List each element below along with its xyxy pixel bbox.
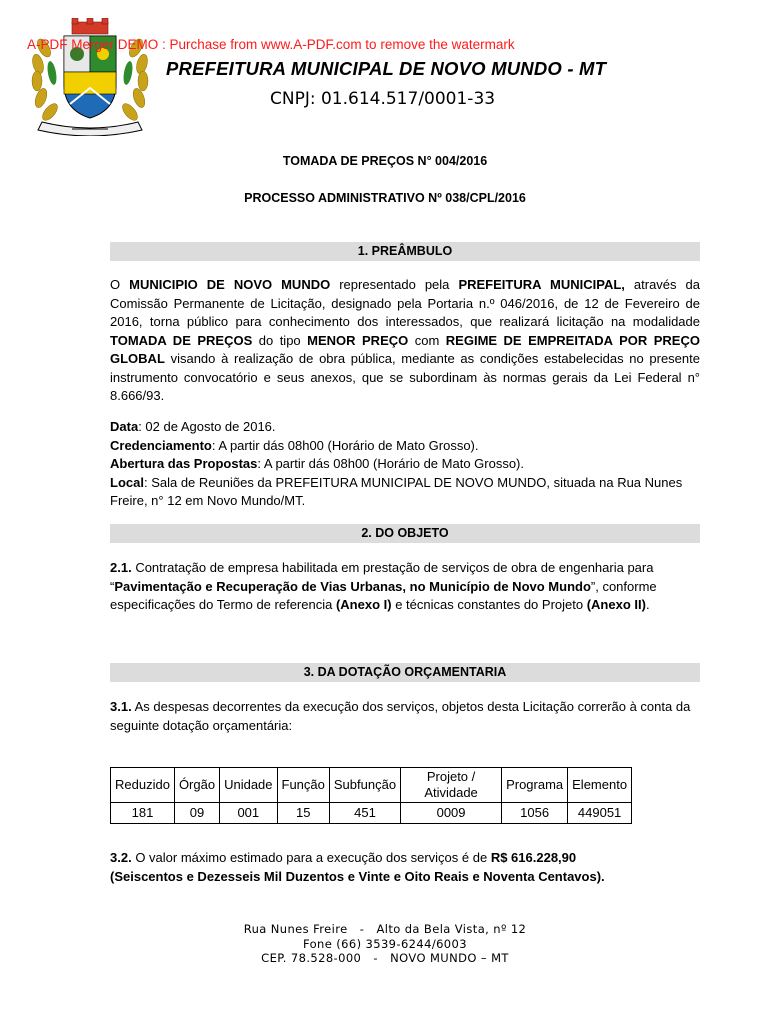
table-header-cell: Subfunção: [329, 768, 400, 803]
abertura-line: Abertura das Propostas: A partir dás 08h00 (Horário de Mato Grosso).: [110, 456, 525, 471]
table-header-cell: Elemento: [568, 768, 632, 803]
table-header-cell: Projeto / Atividade: [401, 768, 502, 803]
cnpj-number: CNPJ: 01.614.517/0001-33: [270, 89, 496, 109]
table-cell: 15: [277, 803, 329, 824]
dotacao-paragraph: 3.1. As despesas decorrentes da execução dos serviços, objetos desta Licitação correrão à conta da seguinte dotação orçamentária:: [110, 699, 691, 733]
watermark-text: A-PDF Merger DEMO : Purchase from www.A-PDF.com to remove the watermark: [27, 37, 515, 52]
footer-street: Rua Nunes Freire - Alto da Bela Vista, nº 12: [243, 922, 527, 936]
table-header-cell: Reduzido: [111, 768, 175, 803]
table-cell: 001: [220, 803, 277, 824]
valor-estimado-paragraph: 3.2. O valor máximo estimado para a execução dos serviços é de R$ 616.228,90 (Seiscentos e Dezesseis Mil Duzentos e Vinte e Oito Reais e Noventa Centavos).: [110, 850, 605, 884]
data-line: Data: 02 de Agosto de 2016.: [110, 419, 276, 434]
table-cell: 09: [174, 803, 219, 824]
table-header-cell: Unidade: [220, 768, 277, 803]
local-line: Local: Sala de Reuniões da PREFEITURA MUNICIPAL DE NOVO MUNDO, situada na Rua Nunes Freire, n° 12 em Novo Mundo/MT.: [110, 474, 683, 508]
table-cell: 1056: [502, 803, 568, 824]
table-cell: 451: [329, 803, 400, 824]
footer-address: [0, 922, 770, 966]
table-header-cell: Programa: [502, 768, 568, 803]
objeto-paragraph: 2.1. Contratação de empresa habilitada em prestação de serviços de obra de engenharia para “Pavimentação e Recuperação de Vias Urbanas, no Município de Novo Mundo”, conforme especificações do Termo de referencia (Anexo I) e técnicas constantes do Projeto (Anexo II).: [110, 560, 657, 612]
preambulo-paragraph: O MUNICIPIO DE NOVO MUNDO representado pela PREFEITURA MUNICIPAL, através da Comissão Permanente de Licitação, designado pela Portaria n.º 046/2016, de 12 de Fevereiro de 2016, torna público para conhecimento dos interessados, que realizará licitação na modalidade TOMADA DE PREÇOS do tipo MENOR PREÇO com REGIME DE EMPREITADA POR PREÇO GLOBAL visando à realização de obra pública, mediante as condições estabelecidas no presente instrumento convocatório e seus anexos, que se subordinam às normas gerais da Lei Federal n° 8.666/93.: [110, 277, 700, 403]
table-header-cell: Função: [277, 768, 329, 803]
footer-phone: Fone (66) 3539-6244/6003: [303, 936, 467, 951]
table-row: [111, 803, 632, 824]
credenciamento-line: Credenciamento: A partir dás 08h00 (Horário de Mato Grosso).: [110, 437, 479, 453]
processo-administrativo-heading: PROCESSO ADMINISTRATIVO Nº 038/CPL/2016: [244, 191, 526, 205]
table-header-cell: Órgão: [174, 768, 219, 803]
event-details: [110, 418, 700, 511]
section-heading-objeto: 2. DO OBJETO: [110, 524, 700, 543]
footer-cep: CEP. 78.528-000 - NOVO MUNDO – MT: [261, 951, 509, 965]
table-cell: 181: [111, 803, 175, 824]
tomada-de-precos-heading: TOMADA DE PREÇOS N° 004/2016: [282, 154, 488, 168]
table-cell: 449051: [568, 803, 632, 824]
dotacao-table: [110, 767, 632, 824]
section-heading-dotacao: 3. DA DOTAÇÃO ORÇAMENTARIA: [110, 663, 700, 682]
table-cell: 0009: [401, 803, 502, 824]
section-heading-preambulo: 1. PREÂMBULO: [110, 242, 700, 261]
page-title: PREFEITURA MUNICIPAL DE NOVO MUNDO - MT: [166, 58, 607, 79]
coat-of-arms-logo: [22, 18, 158, 136]
table-header-row: [111, 768, 632, 803]
